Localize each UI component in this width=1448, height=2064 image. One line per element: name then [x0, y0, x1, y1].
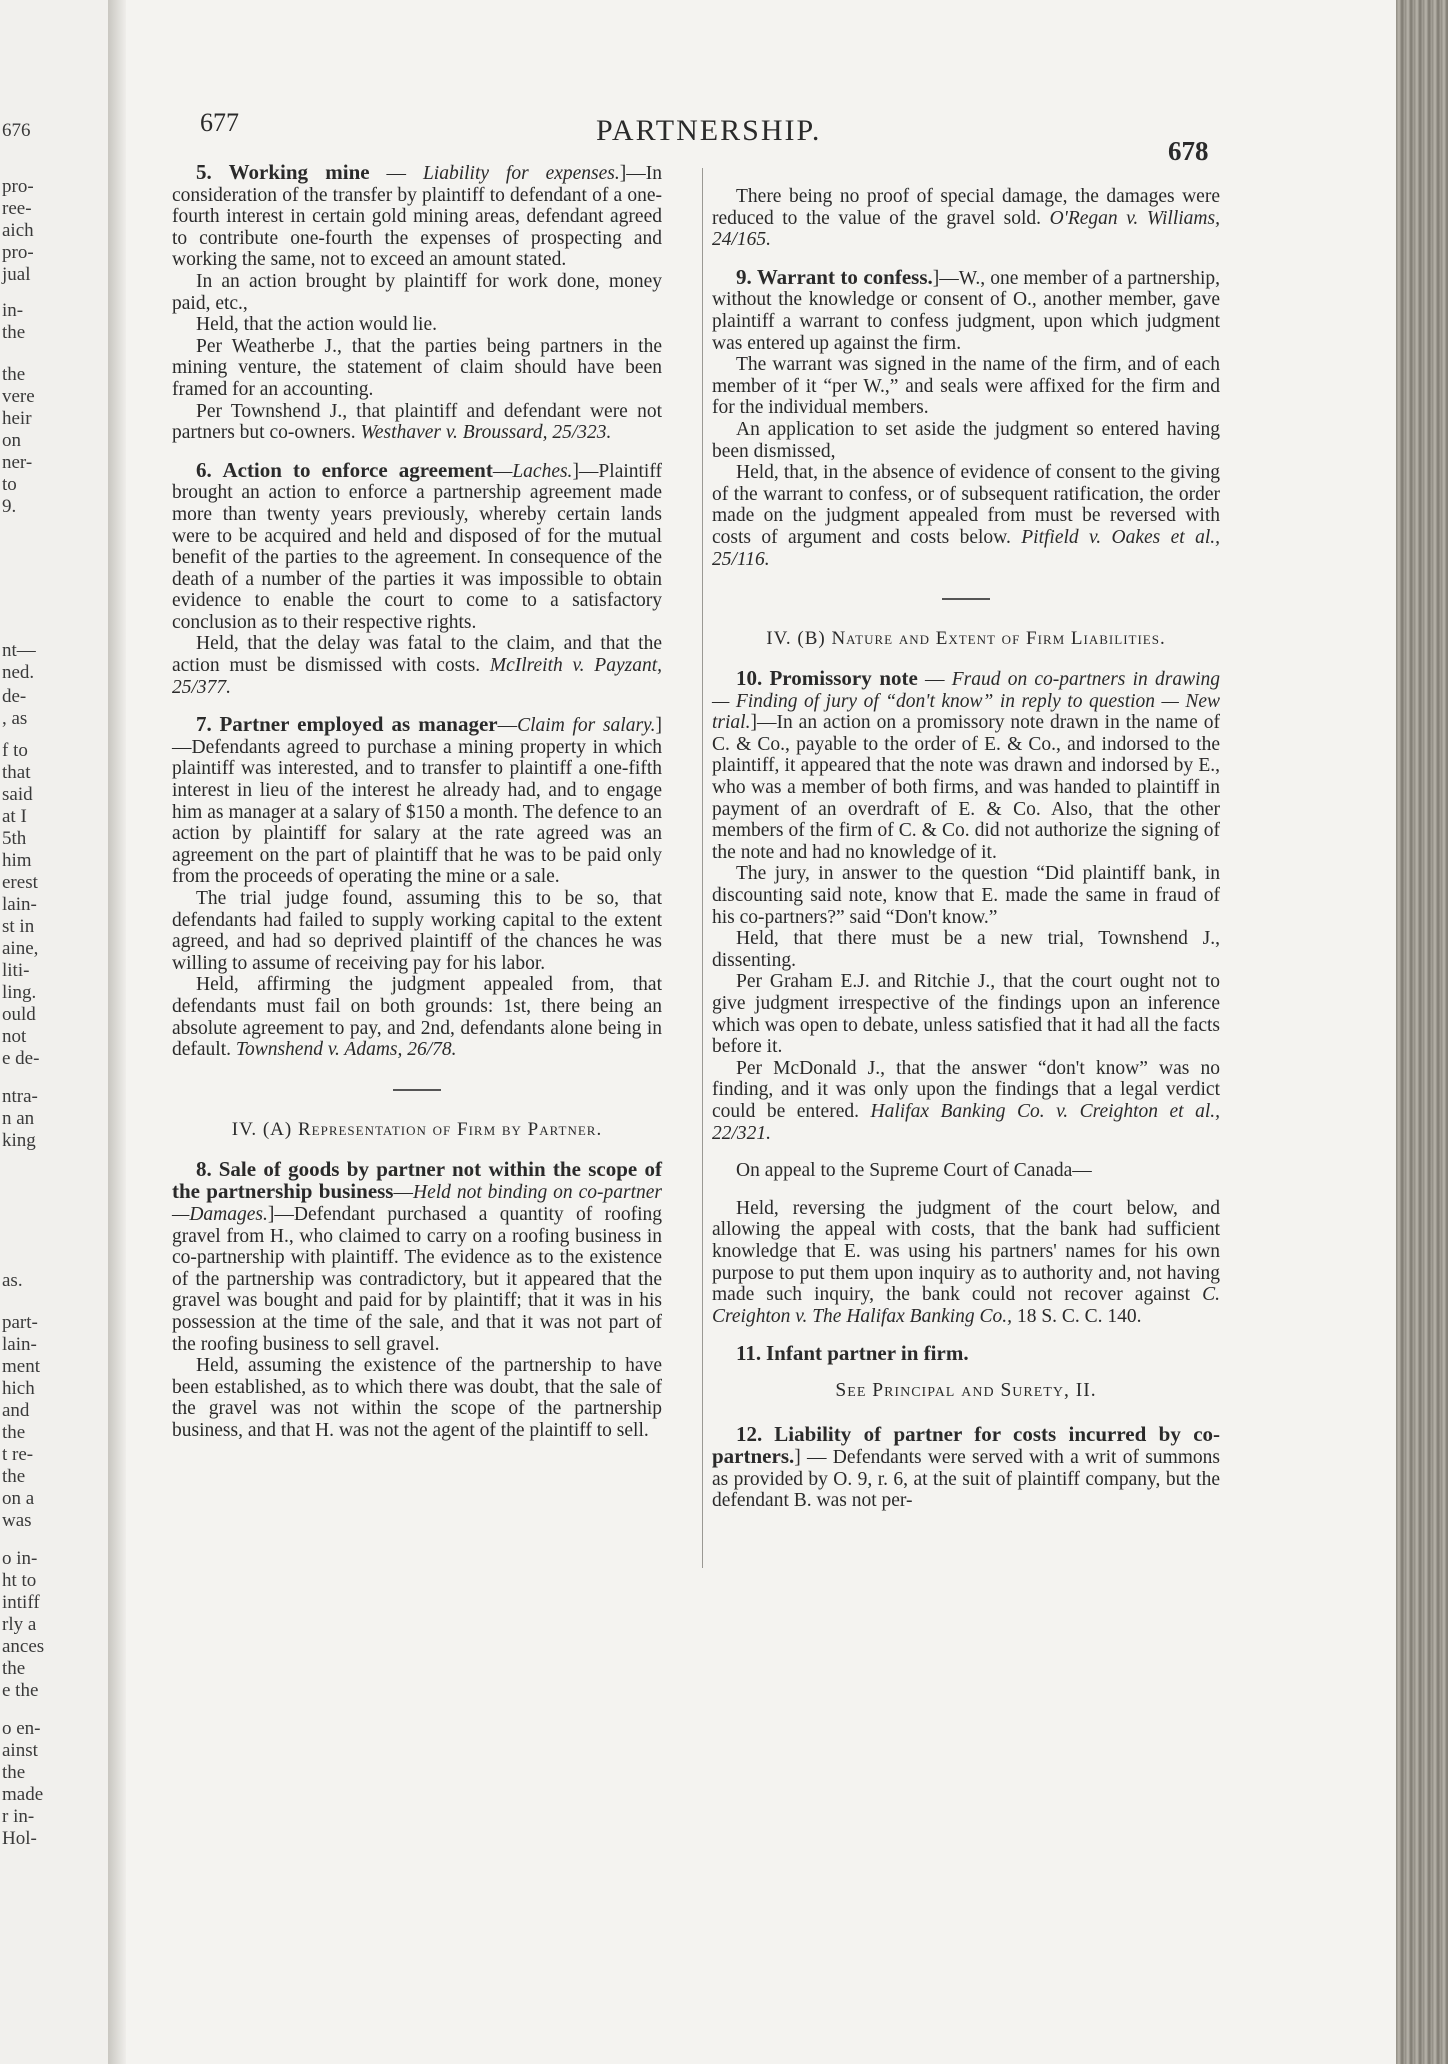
- entry-8: [172, 1156, 663, 1442]
- entry-5: [172, 162, 662, 444]
- facing-page-fragment: lain-: [2, 894, 37, 915]
- entry-paragraph: Held, assuming the existence of the partnership to have been established, as to which there was doubt, that the sale of the gravel was not within the scope of the partnership business, and that H. was not the agent of the plaintiff to sell.: [172, 1355, 662, 1441]
- entry-title: Partner employed as manager: [219, 712, 498, 737]
- entry-paragraph: An application to set aside the judgment so entered having been dismissed,: [712, 418, 1220, 462]
- facing-page-fragment: the: [2, 1466, 26, 1487]
- dash: —: [369, 163, 423, 184]
- entry-11: [712, 1343, 1220, 1401]
- facing-page-fragment: ntra-: [2, 1086, 38, 1107]
- entry-text: ]—W., one member of a partnership, without the knowledge or consent of O., another member, gave plaintiff a warrant to confess judgment, upon which judgment was entered up against the firm.: [712, 267, 1221, 354]
- facing-page-fragment: was: [2, 1510, 32, 1531]
- entry-subtitle: Liability for expenses.: [422, 163, 620, 184]
- entry-text: ] — Defendants were served with a writ of summons as provided by O. 9, r. 6, at the suit of plaintiff company, but the defendant B. was not per-: [712, 1447, 1220, 1512]
- entry-number: 8.: [196, 1156, 212, 1181]
- entry-paragraph: Per Townshend J., that plaintiff and defendant were not partners but co-owners.: [172, 400, 662, 444]
- left-page-edge: [0, 0, 112, 2064]
- entry-paragraph: The trial judge found, assuming this to be so, that defendants had failed to supply working capital to the extent agreed, and had so deprived plaintiff of the chances he was willing to assume of receiving pay for his labor.: [172, 888, 662, 974]
- case-citation: Westhaver v. Broussard, 25/323.: [360, 422, 612, 444]
- entry-7: [172, 714, 662, 1061]
- entry-paragraph: The jury, in answer to the question “Did plaintiff bank, in discounting said note, know that E. made the same in fraud of his co-partners?” said “Don't know.”: [712, 863, 1220, 928]
- entry-paragraph: Held, affirming the judgment appealed from, that defendants must fail on both grounds: 1st, there being an absolute agreement to pay, and 2nd, defendants alone being in default.: [172, 974, 662, 1061]
- entry-paragraph: The warrant was signed in the name of the firm, and of each member of it “per W.,” and seals were affixed for the firm and for the individual members.: [712, 354, 1220, 419]
- section-heading: IV. (B) Nature and Extent of Firm Liabilities.: [766, 628, 1166, 650]
- facing-page-fragment: jual: [2, 264, 31, 285]
- facing-page-fragment: ree-: [2, 198, 32, 219]
- facing-page-fragment: the: [2, 364, 26, 385]
- entry-number: 10.: [736, 666, 763, 691]
- facing-page-fragment: o en-: [2, 1718, 41, 1739]
- facing-page-fragment: ned.: [2, 662, 35, 683]
- dash: —: [492, 460, 513, 482]
- entry-text: ]—In consideration of the transfer by plaintiff to defendant of a one-fourth interest in certain gold mining areas, defendant agreed to contribute one-fourth the expenses of prospecting and working the same, not to exceed an amount stated.: [172, 163, 663, 271]
- entry-title: Warrant to confess.: [756, 264, 933, 289]
- facing-page-fragment: e the: [2, 1680, 39, 1701]
- facing-page-fragment: that: [2, 762, 31, 783]
- entry-paragraph: Held, that the delay was fatal to the claim, and that the action must be dismissed with costs.: [172, 633, 662, 677]
- entry-text: ]—Defendant purchased a quantity of roofing gravel from H., who claimed to carry on a roofing business in co-partnership with plaintiff. The evidence as to the existence of the partnership was contradictory, but it appeared that the gravel was bought and paid for by plaintiff; that it was in his possession at the time of the sale, and that it was not part of the roofing business to sell gravel.: [172, 1203, 662, 1355]
- dash: —: [497, 715, 518, 737]
- section-heading: IV. (A) Representation of Firm by Partner.: [231, 1118, 603, 1140]
- facing-page-fragment: nt—: [2, 640, 36, 661]
- facing-page-fragment: the: [2, 1422, 26, 1443]
- facing-page-fragment: t re-: [2, 1444, 34, 1465]
- facing-page-fragment: and: [2, 1400, 30, 1421]
- facing-page-fragment: 676: [2, 120, 31, 141]
- facing-page-fragment: pro-: [2, 242, 34, 263]
- facing-page-fragment: ment: [2, 1356, 40, 1377]
- facing-page-fragment: liti-: [2, 960, 30, 981]
- facing-page-fragment: the: [2, 1658, 26, 1679]
- facing-page-fragment: on: [2, 430, 21, 451]
- facing-page-fragment: 5th: [2, 828, 27, 849]
- entry-paragraph: Held, that, in the absence of evidence of consent to the giving of the warrant to confess, or of subsequent ratification, the order made on the judgment appealed from must be reversed with costs of argument and costs below.: [712, 462, 1220, 548]
- entry-text: ]—In an action on a promissory note drawn in the name of C. & Co., payable to the order of E. & Co., and indorsed to the plaintiff, it appeared that the note was drawn and indorsed by E., who was a member of both firms, and was handed to plaintiff in payment of an overdraft of E. & Co. Also, that the other members of the firm of C. & Co. did not authorize the signing of the note and had no knowledge of it.: [712, 712, 1220, 863]
- dash: —: [393, 1182, 413, 1204]
- facing-page-fragment: said: [2, 784, 33, 805]
- entry-10: [712, 668, 1220, 1327]
- entry-subtitle: Fraud on co-partners in drawing — Finding of jury of “don't know” in reply to question — New trial.: [712, 669, 1220, 734]
- facing-page-fragment: aich: [2, 220, 34, 241]
- facing-page-fragment: ner-: [2, 452, 33, 473]
- facing-page-fragment: king: [2, 1130, 36, 1151]
- facing-page-fragment: o in-: [2, 1548, 38, 1569]
- facing-page-fragment: to: [2, 474, 17, 495]
- case-citation: McIlreith v. Payzant, 25/377.: [172, 655, 662, 698]
- facing-page-fragment: st in: [2, 916, 35, 937]
- facing-page-fragment: vere: [2, 386, 35, 407]
- entry-number: 12.: [736, 1421, 763, 1446]
- facing-page-fragment: ht to: [2, 1570, 37, 1591]
- entry-text: ]—Defendants agreed to purchase a mining property in which plaintiff was interested, and to transfer to plaintiff a one-fifth interest in lieu of the interest he already had, and to engage him as manager at a salary of $150 a month. The defence to an action by plaintiff for salary at the rate agreed was an agreement on the part of plaintiff that he was to be paid only from the proceeds of operating the mine or a sale.: [172, 715, 663, 888]
- separator-rule: [393, 1089, 441, 1091]
- entry-paragraph: There being no proof of special damage, the damages were reduced to the value of the gravel sold.: [712, 186, 1220, 229]
- entry-title: Liability of partner for costs incurred by co-partners.: [712, 1421, 1221, 1469]
- entry-9: [712, 264, 1221, 570]
- facing-page-fragment: made: [2, 1784, 44, 1805]
- facing-page-fragment: e de-: [2, 1048, 40, 1069]
- facing-page-fragment: , as: [2, 708, 28, 729]
- facing-page-fragment: pro-: [2, 176, 34, 197]
- facing-page-fragment: 9.: [2, 496, 17, 517]
- facing-page-fragment: at I: [2, 806, 27, 827]
- facing-page-fragment: hich: [2, 1378, 35, 1399]
- facing-page-fragment: lain-: [2, 1334, 37, 1355]
- case-citation: Townshend v. Adams, 26/78.: [235, 1039, 457, 1061]
- entry-8-continued: [712, 186, 1220, 251]
- entry-paragraph: Held, that the action would lie.: [196, 314, 437, 336]
- spine-shadow: [108, 0, 128, 2064]
- facing-page-fragment: not: [2, 1026, 27, 1047]
- entry-subtitle: Claim for salary.: [517, 715, 656, 737]
- case-citation-report: 18 S. C. C. 140.: [1016, 1305, 1142, 1327]
- page-number-right: 678: [1168, 136, 1209, 166]
- entry-title: Infant partner in firm.: [765, 1341, 969, 1366]
- right-column: [712, 186, 1220, 1528]
- facing-page-fragment: rly a: [2, 1614, 37, 1635]
- entry-number: 5.: [196, 160, 212, 184]
- entry-number: 7.: [196, 712, 212, 737]
- entry-title: Action to enforce agreement: [222, 457, 493, 482]
- facing-page-fragment: intiff: [2, 1592, 40, 1613]
- facing-page-fragment: heir: [2, 408, 32, 429]
- left-column: [172, 162, 662, 1457]
- entry-subtitle: Laches.: [512, 460, 573, 482]
- entry-paragraph: Held, reversing the judgment of the court below, and allowing the appeal with costs, that the bank had sufficient knowledge that E. was using his partners' names for his own purpose to put them upon inquiry as to authority and, not having made such inquiry, the bank could not recover against: [712, 1197, 1220, 1306]
- facing-page-fragment: erest: [2, 872, 38, 893]
- facing-page-fragment: ainst: [2, 1740, 38, 1761]
- entry-paragraph: Per McDonald J., that the answer “don't know” was no finding, and it was only upon the findings that a legal verdict could be entered.: [712, 1057, 1220, 1122]
- facing-page-fragment: ances: [2, 1636, 45, 1657]
- page-stack-edge: [1396, 0, 1448, 2064]
- separator-rule: [942, 598, 990, 600]
- page-number-left: 677: [200, 108, 239, 137]
- entry-6: [172, 457, 662, 699]
- facing-page-fragment: him: [2, 850, 32, 871]
- facing-page-fragment: the: [2, 1762, 26, 1783]
- running-head: PARTNERSHIP.: [596, 114, 822, 147]
- facing-page-fragment: ling.: [2, 982, 37, 1003]
- facing-page-fragment: as.: [2, 1270, 23, 1291]
- case-citation: Halifax Banking Co. v. Creighton et al., 22/321.: [712, 1100, 1221, 1144]
- facing-page-fragment: n an: [2, 1108, 35, 1129]
- entry-paragraph: On appeal to the Supreme Court of Canada—: [736, 1160, 1092, 1182]
- facing-page-fragment: aine,: [2, 938, 39, 959]
- facing-page-fragment: part-: [2, 1312, 38, 1333]
- cross-reference: See Principal and Surety, II.: [835, 1379, 1097, 1401]
- entry-paragraph: Per Graham E.J. and Ritchie J., that the court ought not to give judgment irrespective of the findings upon an inference which was open to debate, unless satisfied that it had all the facts before it.: [712, 971, 1220, 1058]
- facing-page-fragment: the: [2, 322, 26, 343]
- entry-title: Sale of goods by partner not within the scope of the partnership business: [172, 1156, 663, 1204]
- entry-number: 9.: [736, 264, 752, 289]
- facing-page-fragment: de-: [2, 686, 27, 707]
- entry-title: Promissory note: [769, 666, 918, 691]
- entry-paragraph: In an action brought by plaintiff for work done, money paid, etc.,: [172, 270, 662, 314]
- entry-12: [712, 1421, 1221, 1512]
- entry-paragraph: Held, that there must be a new trial, Townshend J., dissenting.: [712, 928, 1220, 971]
- entry-title: Working mine: [228, 160, 370, 184]
- facing-page-fragment: on a: [2, 1488, 35, 1509]
- facing-page-fragment: in-: [2, 300, 24, 321]
- dash: —: [917, 669, 952, 691]
- case-citation: Pitfield v. Oakes et al., 25/116.: [712, 526, 1221, 570]
- facing-page-fragment: ould: [2, 1004, 36, 1025]
- facing-page-fragment: Hol-: [2, 1828, 37, 1849]
- entry-subtitle: Held not binding on co-partner—Damages.: [172, 1182, 662, 1225]
- case-citation: O'Regan v. Williams, 24/165.: [712, 207, 1220, 251]
- case-citation: C. Creighton v. The Halifax Banking Co.,: [712, 1284, 1220, 1327]
- facing-page-fragment: r in-: [2, 1806, 35, 1827]
- entry-number: 6.: [196, 457, 212, 482]
- entry-number: 11.: [736, 1341, 762, 1366]
- entry-paragraph: Per Weatherbe J., that the parties being partners in the mining venture, the statement of claim should have been framed for an accounting.: [172, 335, 662, 400]
- column-rule: [702, 168, 703, 1568]
- facing-page-fragment: f to: [2, 740, 28, 761]
- entry-text: ]—Plaintiff brought an action to enforce a partnership agreement made more than twenty years previously, whereby certain lands were to be acquired and held and disposed of for the mutual benefit of the parties to the agreement. In consequence of the death of a number of the parties it was impossible to obtain evidence to enable the court to come to a satisfactory conclusion as to their respective rights.: [172, 460, 662, 633]
